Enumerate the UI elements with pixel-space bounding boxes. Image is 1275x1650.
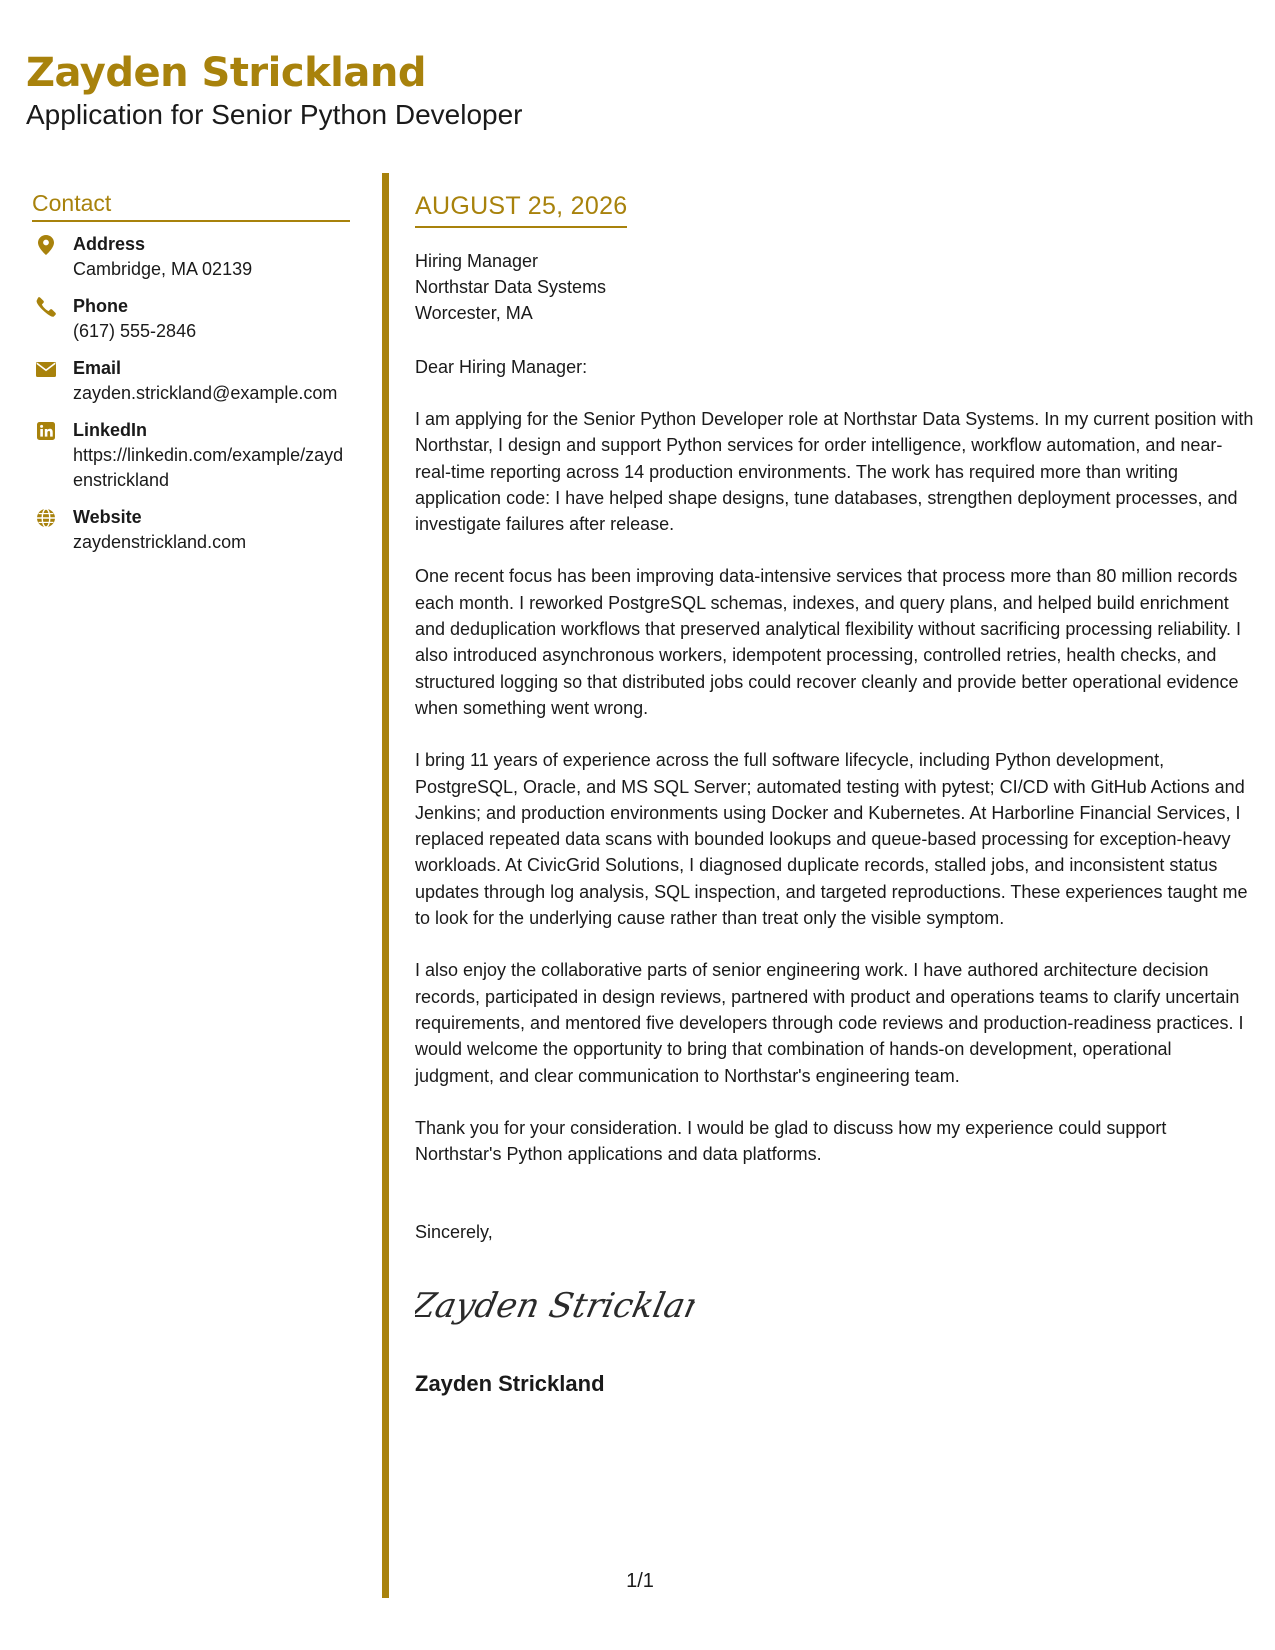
contact-heading: Contact xyxy=(32,188,350,222)
body-paragraph: I bring 11 years of experience across the full software lifecycle, including Python development, PostgreSQL, Oracle, and MS SQL Server; automated testing with pytest; CI/CD with GitHub Actions and Jenkins; and production environments using Docker and Kubernetes. At Harborline Financial Services, I replaced repeated data scans with bounded lookups and queue-based processing for exception-heavy workloads. At CivicGrid Solutions, I diagnosed duplicate records, stalled jobs, and inconsistent status updates through log analysis, SQL inspection, and targeted reproductions. These experiences taught me to look for the underlying cause rather than treat only the visible symptom. xyxy=(415,750,1248,929)
linkedin-value: https://linkedin.com/example/zaydenstrickland xyxy=(73,445,344,490)
phone-label: Phone xyxy=(73,296,129,316)
contact-website xyxy=(32,505,350,555)
letter-date-block xyxy=(415,190,627,228)
salutation: Dear Hiring Manager: xyxy=(415,357,588,377)
svg-text:Zayden Stricklan: Zayden Stricklan xyxy=(415,1286,695,1327)
address-value: Cambridge, MA 02139 xyxy=(73,259,253,279)
applicant-name: Zayden Strickland xyxy=(26,50,426,96)
body-paragraph: I am applying for the Senior Python Developer role at Northstar Data Systems. In my current position with Northstar, I design and support Python services for order intelligence, workflow automation, and near-real-time reporting across 14 production environments. The work has required more than writing application code: I have helped shape designs, tune databases, strengthen deployment processes, and investigate failures after release. xyxy=(415,409,1254,535)
linkedin-icon xyxy=(35,420,57,442)
body-paragraph: Thank you for your consideration. I would be glad to discuss how my experience could support Northstar's Python applications and data platforms. xyxy=(415,1117,1167,1165)
phone-value: (617) 555-2846 xyxy=(73,321,197,341)
phone-icon xyxy=(35,296,57,318)
body-paragraph: I also enjoy the collaborative parts of senior engineering work. I have authored architecture decision records, participated in design reviews, partnered with product and operations teams to clarify uncertain requirements, and mentored five developers through code reviews and production-readiness practices. I would welcome the opportunity to bring that combination of hands-on development, operational judgment, and clear communication to Northstar's engineering team. xyxy=(415,960,1244,1086)
letter-body xyxy=(415,190,1255,1398)
letter-header xyxy=(26,48,1226,132)
contact-email xyxy=(32,356,350,406)
handwritten-signature xyxy=(415,1283,1255,1336)
application-subtitle: Application for Senior Python Developer xyxy=(26,99,523,130)
page-number: 1/1 xyxy=(626,1570,654,1592)
signer-name: Zayden Strickland xyxy=(415,1371,605,1397)
recipient-line: Hiring Manager xyxy=(415,251,539,271)
globe-icon xyxy=(35,507,57,529)
email-label: Email xyxy=(73,358,122,378)
contact-linkedin xyxy=(32,418,350,493)
contact-phone xyxy=(32,294,350,344)
recipient-line: Worcester, MA xyxy=(415,303,533,323)
recipient-block xyxy=(415,248,1255,326)
body-paragraph: One recent focus has been improving data-intensive services that process more than 80 million records each month. I reworked PostgreSQL schemas, indexes, and query plans, and helped build enrichment and deduplication workflows that preserved analytical flexibility without sacrificing processing reliability. I also introduced asynchronous workers, idempotent processing, controlled retries, health checks, and structured logging so that distributed jobs could recover cleanly and provide better operational evidence when something went wrong. xyxy=(415,566,1242,718)
contact-address xyxy=(32,232,350,282)
website-label: Website xyxy=(73,507,142,527)
contact-sidebar xyxy=(32,188,350,567)
email-value: zayden.strickland@example.com xyxy=(73,383,338,403)
map-pin-icon xyxy=(35,234,57,256)
closing: Sincerely, xyxy=(415,1222,493,1243)
letter-date: AUGUST 25, 2026 xyxy=(415,192,628,220)
column-divider xyxy=(382,173,389,1598)
address-label: Address xyxy=(73,234,146,254)
recipient-line: Northstar Data Systems xyxy=(415,277,607,297)
envelope-icon xyxy=(35,358,57,380)
linkedin-label: LinkedIn xyxy=(73,420,148,440)
website-value: zaydenstrickland.com xyxy=(73,532,247,552)
